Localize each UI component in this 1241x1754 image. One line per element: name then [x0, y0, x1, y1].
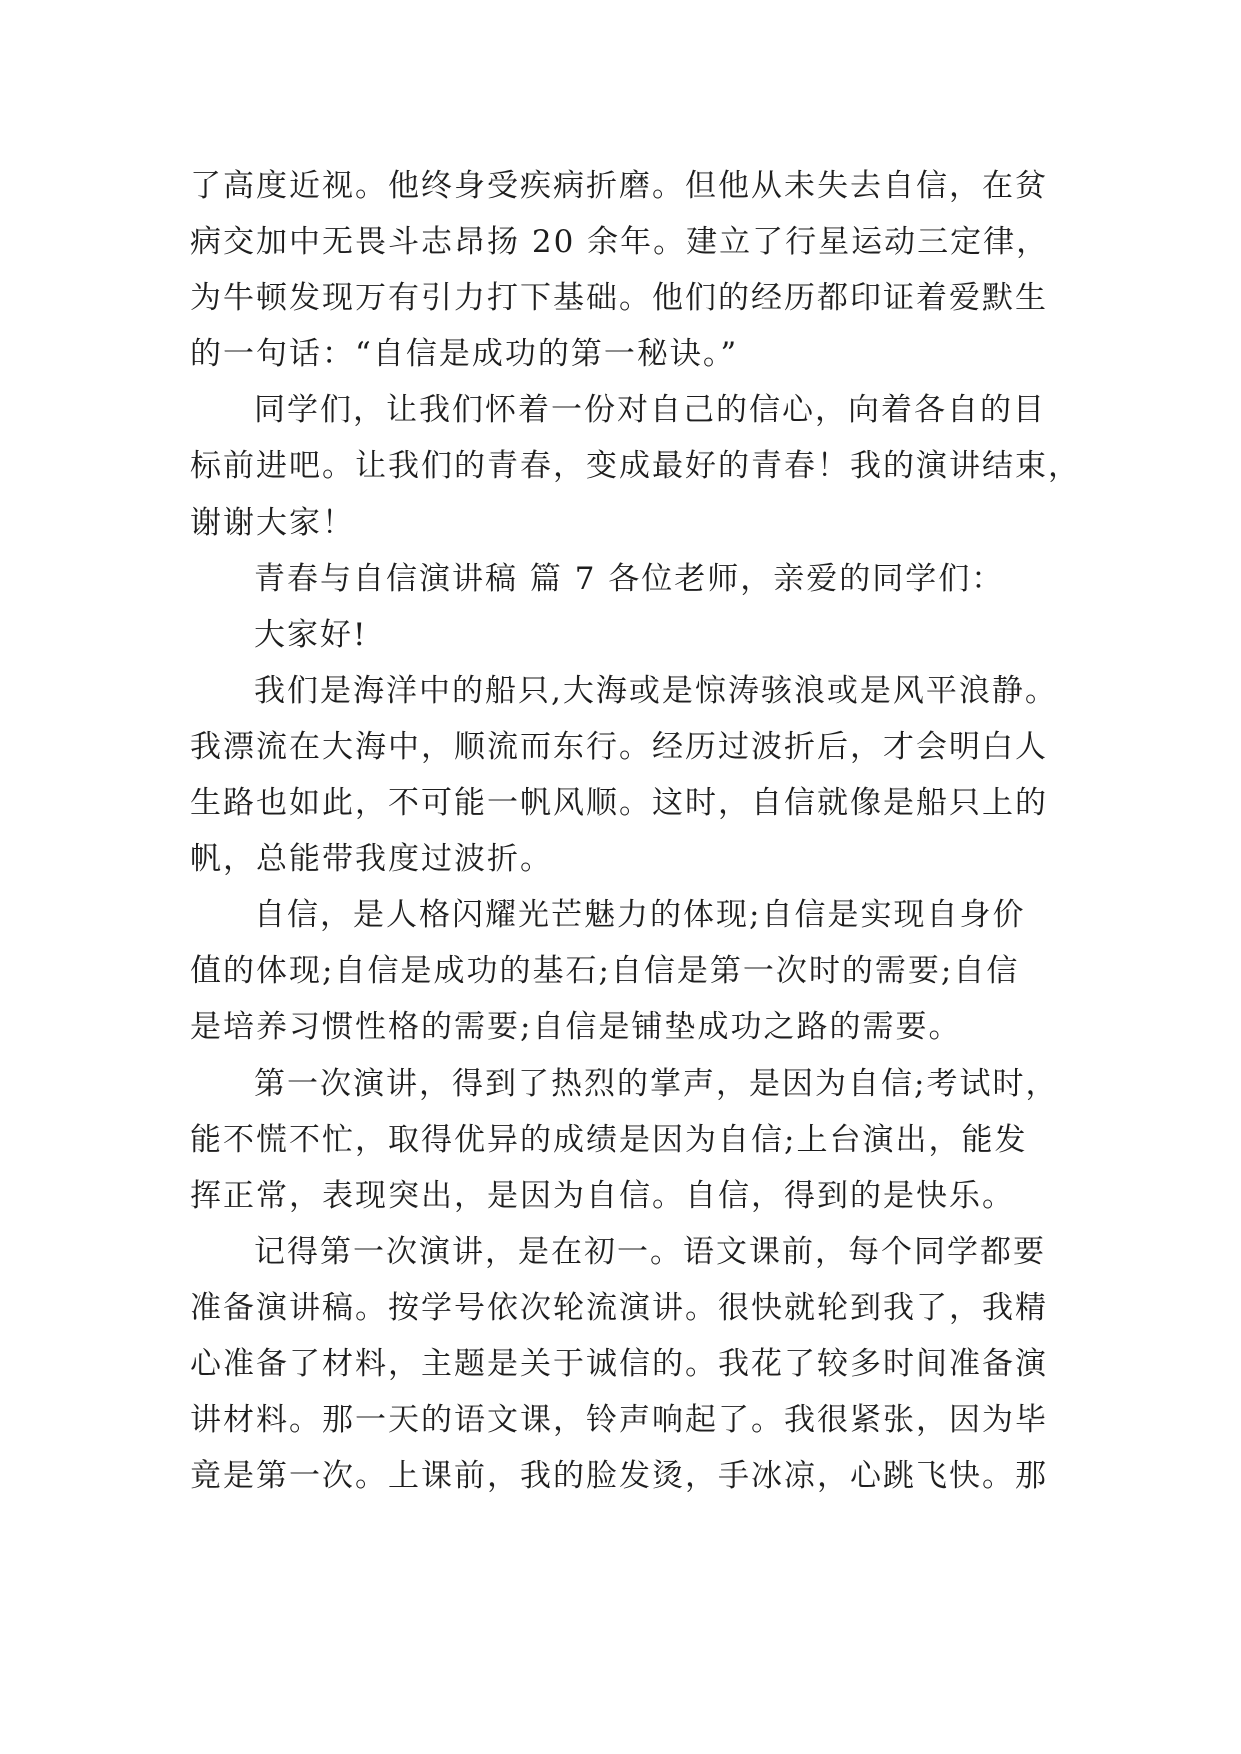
text-line: 我们是海洋中的船只,大海或是惊涛骇浪或是风平浪静。: [254, 672, 1058, 709]
text-line: 第一次演讲，得到了热烈的掌声，是因为自信;考试时，: [254, 1065, 1059, 1102]
text-line: 自信，是人格闪耀光芒魅力的体现;自信是实现自身价: [254, 897, 1026, 934]
text-line: 青春与自信演讲稿 篇 7 各位老师，亲爱的同学们：: [254, 560, 1005, 597]
text-line: 谢谢大家！: [190, 504, 355, 541]
text-line: 大家好!: [254, 616, 368, 653]
text-line: 同学们，让我们怀着一份对自己的信心，向着各自的目: [254, 392, 1046, 429]
text-line: 病交加中无畏斗志昂扬 20 余年。建立了行星运动三定律，: [190, 224, 1050, 261]
text-line: 挥正常，表现突出，是因为自信。自信，得到的是快乐。: [190, 1177, 1015, 1214]
text-line: 了高度近视。他终身受疾病折磨。但他从未失去自信，在贫: [190, 168, 1048, 204]
text-line: 竟是第一次。上课前，我的脸发烫，手冰凉，心跳飞快。那: [190, 1458, 1048, 1495]
text-line: 值的体现;自信是成功的基石;自信是第一次时的需要;自信: [190, 953, 1020, 990]
text-line: 我漂流在大海中，顺流而东行。经历过波折后，才会明白人: [190, 728, 1048, 765]
text-line: 生路也如此，不可能一帆风顺。这时，自信就像是船只上的: [190, 785, 1048, 822]
text-line: 能不慌不忙，取得优异的成绩是因为自信;上台演出，能发: [190, 1121, 1028, 1158]
text-line: 记得第一次演讲，是在初一。语文课前，每个同学都要: [254, 1233, 1046, 1270]
text-line: 标前进吧。让我们的青春，变成最好的青春！我的演讲结束，: [190, 448, 1081, 485]
text-line: 准备演讲稿。按学号依次轮流演讲。很快就轮到我了，我精: [190, 1289, 1048, 1326]
text-line: 是培养习惯性格的需要;自信是铺垫成功之路的需要。: [190, 1009, 962, 1046]
text-line: 帆，总能带我度过波折。: [190, 841, 553, 878]
text-line: 为牛顿发现万有引力打下基础。他们的经历都印证着爱默生: [190, 280, 1048, 317]
document-body: [190, 158, 1081, 1504]
text-line: 讲材料。那一天的语文课，铃声响起了。我很紧张，因为毕: [190, 1402, 1048, 1439]
text-line: 心准备了材料，主题是关于诚信的。我花了较多时间准备演: [190, 1345, 1048, 1382]
text-line: 的一句话：“自信是成功的第一秘诀。”: [190, 336, 739, 373]
